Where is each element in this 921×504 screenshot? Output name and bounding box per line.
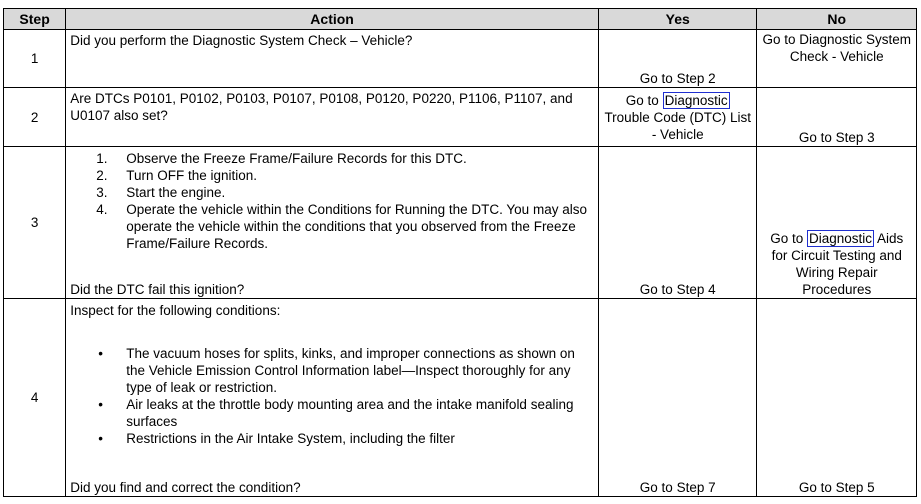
header-row [4, 9, 917, 30]
no-text: Go to Step 3 [798, 130, 875, 145]
no-suffix: Aids for Circuit Testing and Wiring Repair Procedures [771, 231, 904, 297]
yes-cell [598, 299, 757, 497]
list-item: 1. Observe the Freeze Frame/Failure Records for this DTC. [96, 151, 467, 166]
header-step: Step [4, 9, 66, 30]
diagnostic-link[interactable]: Diagnostic [664, 93, 728, 108]
no-text: Go to Diagnostic System Check - Vehicle [762, 32, 912, 64]
yes-text: Go to Step 7 [639, 480, 716, 495]
table-row [4, 147, 917, 299]
question-text: Did you find and correct the condition? [70, 480, 301, 495]
action-cell [66, 88, 599, 147]
diagnostic-link[interactable]: Diagnostic [808, 231, 872, 246]
header-yes: Yes [598, 9, 757, 30]
yes-text: Go to Step 4 [639, 282, 716, 297]
yes-cell [598, 88, 757, 147]
no-cell [757, 30, 917, 88]
list-item: 2. Turn OFF the ignition. [96, 168, 258, 183]
list-item: • Air leaks at the throttle body mounting area and the intake manifold sealing surfaces [98, 397, 574, 429]
step-number: 3 [4, 147, 66, 299]
action-cell [66, 299, 599, 497]
table-row [4, 299, 917, 497]
action-text: Are DTCs P0101, P0102, P0103, P0107, P0108, P0120, P0220, P1106, P1107, and U0107 also set? [70, 91, 573, 123]
table-row [4, 88, 917, 147]
yes-text: Go to Step 2 [639, 71, 716, 86]
yes-text [599, 88, 757, 143]
list-item: 3. Start the engine. [96, 185, 226, 200]
header-no: No [757, 9, 917, 30]
yes-cell [598, 147, 757, 299]
no-cell [757, 147, 917, 299]
step-number: 4 [4, 299, 66, 497]
list-item: • Restrictions in the Air Intake System, including the filter [98, 431, 455, 446]
no-text [757, 230, 916, 298]
conditions-list [66, 319, 598, 447]
diagnostic-table [3, 8, 917, 497]
yes-cell [598, 30, 757, 88]
procedure-list [66, 147, 598, 252]
no-prefix: Go to [770, 231, 807, 246]
action-cell [66, 30, 599, 88]
step-number: 2 [4, 88, 66, 147]
table-row [4, 30, 917, 88]
intro-text: Inspect for the following conditions: [70, 303, 281, 318]
action-cell [66, 147, 599, 299]
list-item: • The vacuum hoses for splits, kinks, and improper connections as shown on the Vehicle Emission Control Information label—Inspect thoroughly for any type of leak or restriction. [98, 346, 575, 395]
yes-suffix: Trouble Code (DTC) List - Vehicle [604, 110, 751, 142]
list-item: 4. Operate the vehicle within the Conditions for Running the DTC. You may also operate the vehicle within the conditions that you observed from the Freeze Frame/Failure Records. [96, 202, 587, 251]
no-text: Go to Step 5 [798, 480, 875, 495]
no-cell [757, 88, 917, 147]
action-text: Did you perform the Diagnostic System Check – Vehicle? [70, 33, 413, 48]
yes-prefix: Go to [625, 93, 663, 108]
header-action: Action [66, 9, 599, 30]
no-cell [757, 299, 917, 497]
question-text: Did the DTC fail this ignition? [70, 282, 245, 297]
step-number: 1 [4, 30, 66, 88]
